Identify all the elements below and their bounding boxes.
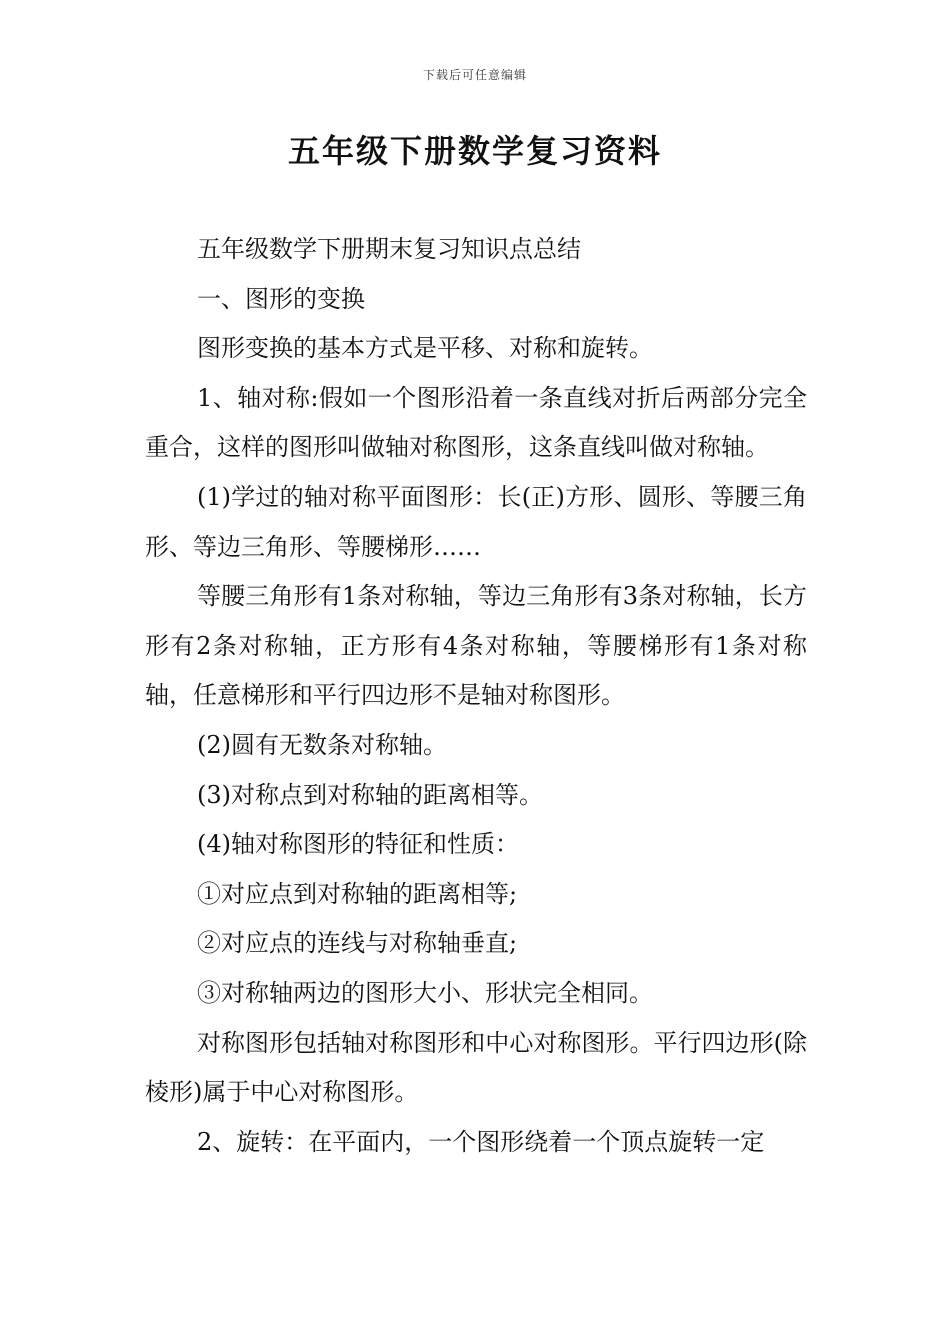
paragraph: 对称图形包括轴对称图形和中心对称图形。平行四边形(除棱形)属于中心对称图形。	[145, 1028, 807, 1107]
paragraph: 图形变换的基本方式是平移、对称和旋转。	[197, 334, 653, 363]
paragraph: 等腰三角形有1条对称轴，等边三角形有3条对称轴，长方形有2条对称轴，正方形有4条对称轴，等腰梯形有1条对称轴，任意梯形和平行四边形不是轴对称图形。	[145, 582, 807, 710]
list-item: ①对应点到对称轴的距离相等;	[197, 879, 518, 908]
paragraph: (3)对称点到对称轴的距离相等。	[197, 780, 543, 809]
paragraph: (4)轴对称图形的特征和性质：	[197, 830, 519, 859]
page-title: 五年级下册数学复习资料	[287, 132, 662, 170]
paragraph: 五年级数学下册期末复习知识点总结	[197, 235, 581, 263]
list-item: ②对应点的连线与对称轴垂直;	[197, 929, 518, 958]
list-item: ③对称轴两边的图形大小、形状完全相同。	[197, 978, 653, 1007]
paragraph: 2、旋转：在平面内，一个图形绕着一个顶点旋转一定	[197, 1127, 765, 1156]
paragraph: (2)圆有无数条对称轴。	[197, 730, 447, 759]
document-body	[145, 225, 807, 1167]
paragraph: 1、轴对称:假如一个图形沿着一条直线对折后两部分完全重合，这样的图形叫做轴对称图形，这条直线叫做对称轴。	[145, 383, 807, 462]
page-header-note: 下载后可任意编辑	[422, 68, 527, 82]
section-heading: 一、图形的变换	[197, 284, 365, 313]
paragraph: (1)学过的轴对称平面图形：长(正)方形、圆形、等腰三角形、等边三角形、等腰梯形……	[145, 482, 807, 561]
